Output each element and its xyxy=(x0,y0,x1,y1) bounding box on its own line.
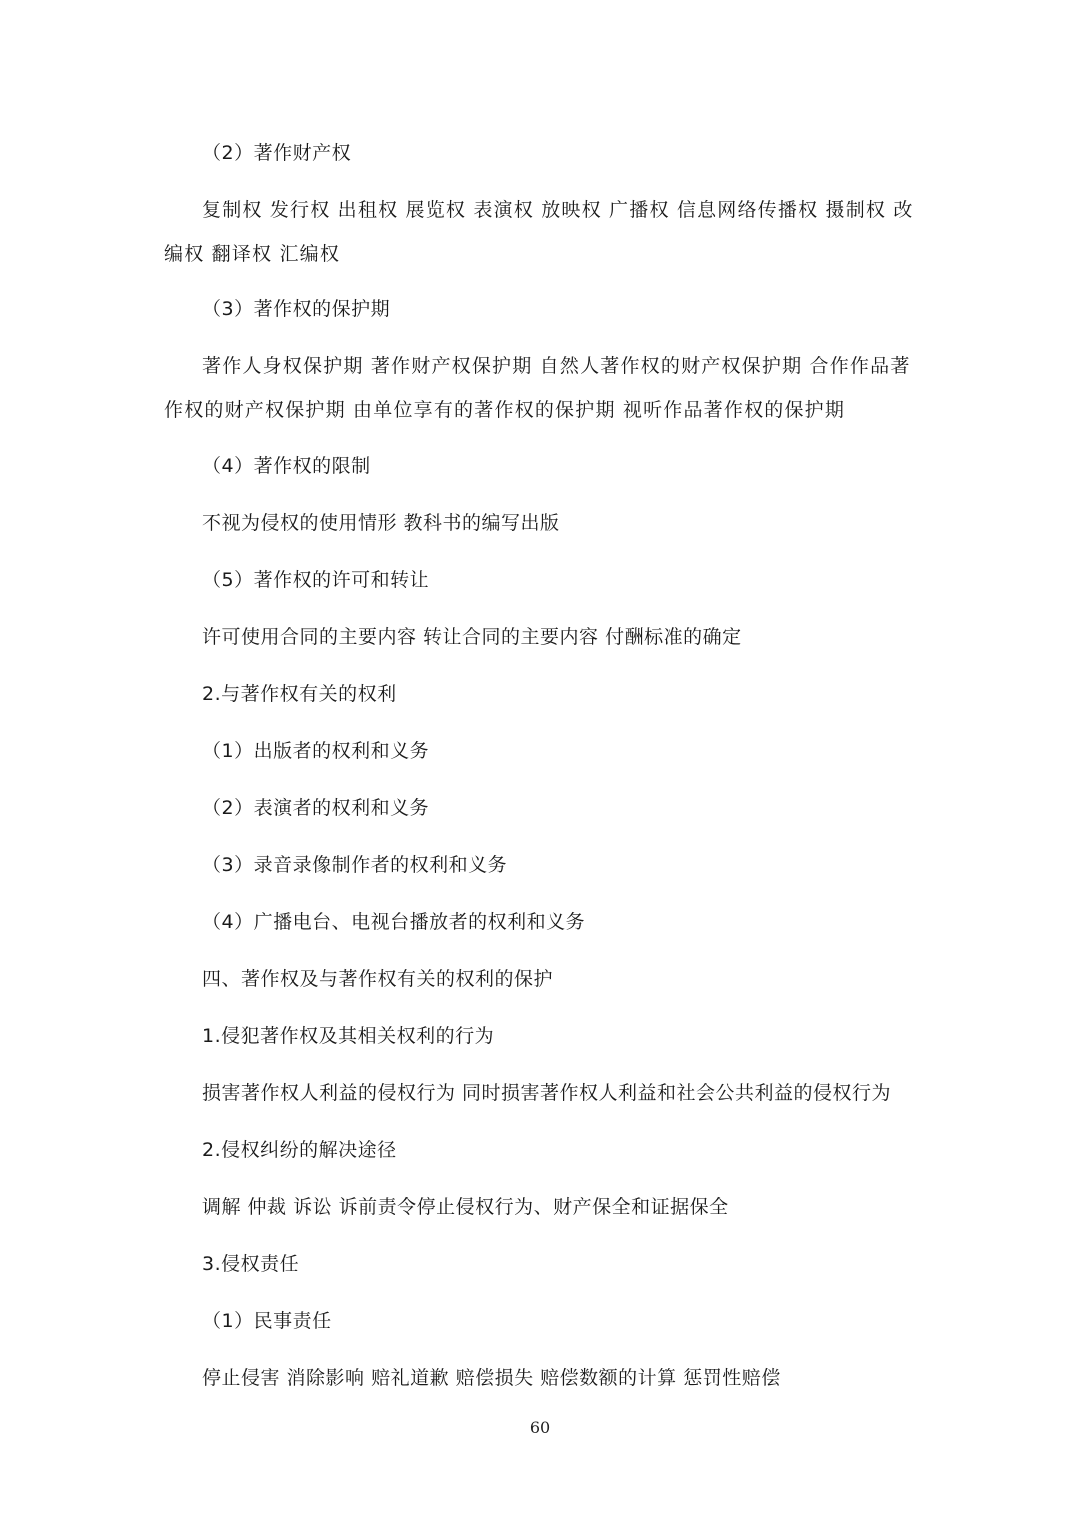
heading-dispute-resolution: 2.侵权纠纷的解决途径 xyxy=(202,1139,397,1161)
paragraph-dispute-resolution: 调解 仲裁 诉讼 诉前责令停止侵权行为、财产保全和证据保全 xyxy=(202,1196,729,1218)
subheading-protection-period: （3）著作权的保护期 xyxy=(202,298,391,320)
paragraph-copyright-limits: 不视为侵权的使用情形 教科书的编写出版 xyxy=(202,512,560,534)
item-broadcaster-rights: （4）广播电台、电视台播放者的权利和义务 xyxy=(202,911,586,933)
item-performer-rights: （2）表演者的权利和义务 xyxy=(202,797,430,819)
section-heading-protection: 四、著作权及与著作权有关的权利的保护 xyxy=(202,968,554,990)
page-number: 60 xyxy=(529,1418,551,1437)
paragraph-license-transfer: 许可使用合同的主要内容 转让合同的主要内容 付酬标准的确定 xyxy=(202,626,742,648)
paragraph-protection-period-list: 著作人身权保护期 著作财产权保护期 自然人著作权的财产权保护期 合作作品著作权的财产权保护期 由单位享有的著作权的保护期 视听作品著作权的保护期 xyxy=(164,355,911,421)
heading-infringement-liability: 3.侵权责任 xyxy=(202,1253,300,1275)
paragraph-infringement-acts: 损害著作权人利益的侵权行为 同时损害著作权人利益和社会公共利益的侵权行为 xyxy=(202,1082,892,1104)
item-recording-producer-rights: （3）录音录像制作者的权利和义务 xyxy=(202,854,508,876)
heading-infringement-acts: 1.侵犯著作权及其相关权利的行为 xyxy=(202,1025,495,1047)
paragraph-civil-liability: 停止侵害 消除影响 赔礼道歉 赔偿损失 赔偿数额的计算 惩罚性赔偿 xyxy=(202,1367,781,1389)
subheading-license-transfer: （5）著作权的许可和转让 xyxy=(202,569,430,591)
subheading-copyright-property-rights: （2）著作财产权 xyxy=(202,142,352,164)
subheading-civil-liability: （1）民事责任 xyxy=(202,1310,332,1332)
heading-related-rights: 2.与著作权有关的权利 xyxy=(202,683,397,705)
subheading-copyright-limits: （4）著作权的限制 xyxy=(202,455,371,477)
paragraph-property-rights-list: 复制权 发行权 出租权 展览权 表演权 放映权 广播权 信息网络传播权 摄制权 改编权 翻译权 汇编权 xyxy=(164,199,914,265)
item-publisher-rights: （1）出版者的权利和义务 xyxy=(202,740,430,762)
